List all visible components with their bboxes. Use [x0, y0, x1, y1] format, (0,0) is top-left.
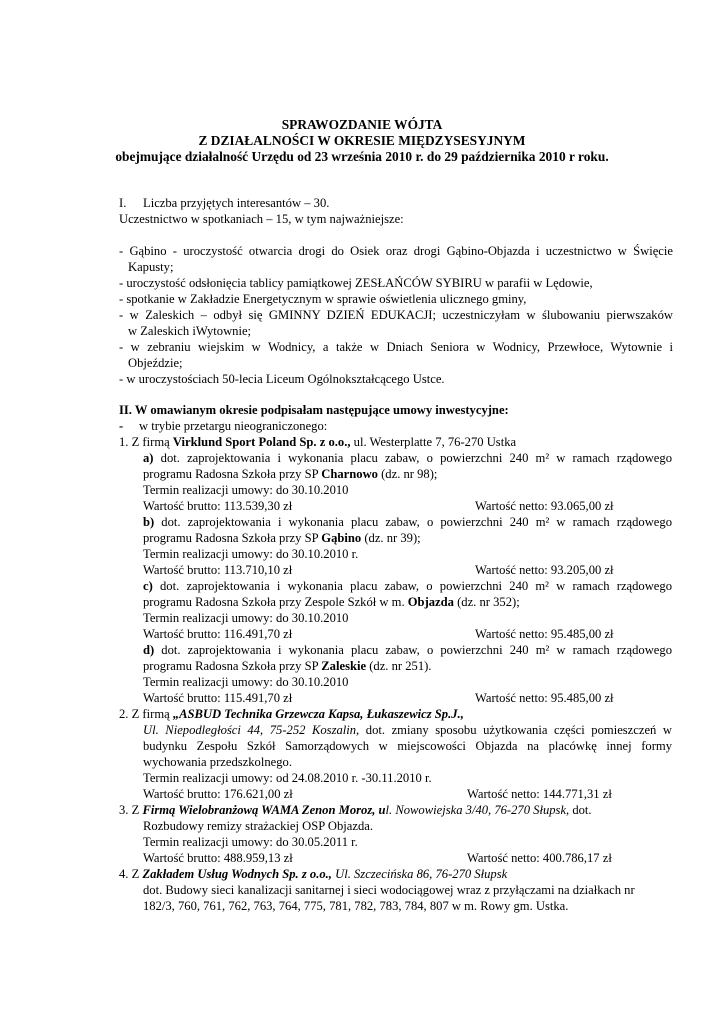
- contract-1-prefix: 1. Z firmą: [119, 435, 173, 449]
- item-d-program: programu Radosna Szkoła przy SP: [143, 659, 322, 673]
- contract-2-line-2: [143, 723, 672, 738]
- item-c-plot: (dz. nr 352);: [453, 595, 520, 609]
- tender-mode: w trybie przetargu nieograniczonego:: [139, 419, 328, 433]
- contract-3-header: [119, 803, 592, 818]
- item-a-term: Termin realizacji umowy: do 30.10.2010: [143, 483, 349, 497]
- item-a-program: programu Radosna Szkoła przy SP: [143, 467, 322, 481]
- list-item: - w uroczystościach 50-lecia Liceum Ogólnokształcącego Ustce.: [119, 372, 445, 386]
- contract-4-prefix: 4. Z: [119, 867, 143, 881]
- item-c-gross: Wartość brutto: 116.491,70 zł: [143, 627, 293, 641]
- item-d-line-2: [143, 659, 431, 674]
- item-c-term: Termin realizacji umowy: do 30.10.2010: [143, 611, 349, 625]
- item-b-desc: dot. zaprojektowania i wykonania placu zabaw, o powierzchni 240 m² w ramach rządowego: [154, 515, 672, 529]
- item-c-program: programu Radosna Szkoła przy Zespole Szkół w m.: [143, 595, 408, 609]
- contract-2-gross: Wartość brutto: 176.621,00 zł: [143, 787, 293, 801]
- contract-2-address: Ul. Niepodległości 44, 75-252 Koszalin,: [143, 723, 360, 737]
- item-b-label: b): [143, 515, 155, 529]
- contract-1-header: [119, 435, 516, 450]
- item-d-term: Termin realizacji umowy: do 30.10.2010: [143, 675, 349, 689]
- list-item: - Gąbino - uroczystość otwarcia drogi do Osiek oraz drogi Gąbino-Objazda i uczestnictwo w Święcie: [119, 244, 673, 258]
- item-a-plot: (dz. nr 98);: [377, 467, 438, 481]
- contract-2-prefix: 2. Z firmą: [119, 707, 173, 721]
- item-b-net: Wartość netto: 93.205,00 zł: [475, 563, 614, 577]
- item-b-program: programu Radosna Szkoła przy SP: [143, 531, 322, 545]
- contract-4-address: Ul. Szczecińska 86, 76-270 Słupsk: [331, 867, 508, 881]
- item-c-location: Objazda: [407, 595, 454, 609]
- contract-1-firm: Virklund Sport Poland Sp. z o.o.,: [172, 435, 351, 449]
- item-b-gross: Wartość brutto: 113.710,10 zł: [143, 563, 293, 577]
- contract-4-header: [119, 867, 507, 882]
- contract-3-line-2: Rozbudowy remizy strażackiej OSP Objazda.: [143, 819, 374, 833]
- item-d-plot: (dz. nr 251).: [366, 659, 432, 673]
- section-1-visitors: Liczba przyjętych interesantów – 30.: [143, 196, 330, 210]
- contract-2-net: Wartość netto: 144.771,31 zł: [467, 787, 612, 801]
- item-b-plot: (dz. nr 39);: [361, 531, 421, 545]
- item-d-net: Wartość netto: 95.485,00 zł: [475, 691, 614, 705]
- contract-2-firm: „ASBUD Technika Grzewcza Kapsa, Łukaszewicz Sp.J.,: [172, 707, 464, 721]
- item-b-line-2: [143, 531, 421, 546]
- item-c-desc: dot. zaprojektowania i wykonania placu zabaw, o powierzchni 240 m² w ramach rządowego: [152, 579, 672, 593]
- item-b-term: Termin realizacji umowy: do 30.10.2010 r.: [143, 547, 359, 561]
- section-1-number: I.: [119, 196, 127, 210]
- list-item-continuation: Kapusty;: [128, 260, 174, 274]
- contract-3-firm: Firmą Wielobranżową WAMA Zenon Moroz, u: [142, 803, 386, 817]
- item-a-desc: dot. zaprojektowania i wykonania placu zabaw, o powierzchni 240 m² w ramach rządowego: [153, 451, 672, 465]
- contract-2-desc: dot. zmiany sposobu użytkowania części pomieszczeń w: [359, 723, 673, 737]
- contract-2-line-4: wychowania przedszkolnego.: [143, 755, 292, 769]
- item-d-label: d): [143, 643, 155, 657]
- item-d-desc: dot. zaprojektowania i wykonania placu zabaw, o powierzchni 240 m² w ramach rządowego: [154, 643, 672, 657]
- contract-4-firm: Zakładem Usług Wodnych Sp. z o.o.,: [142, 867, 332, 881]
- contract-3-net: Wartość netto: 400.786,17 zł: [467, 851, 612, 865]
- list-item-continuation: w Zaleskich iWytownie;: [128, 324, 252, 338]
- item-d-line-1: [143, 643, 672, 658]
- contract-1-address: ul. Westerplatte 7, 76-270 Ustka: [350, 435, 517, 449]
- section-2-heading: II. W omawianym okresie podpisałam następujące umowy inwestycyjne:: [119, 403, 509, 417]
- item-d-gross: Wartość brutto: 115.491,70 zł: [143, 691, 293, 705]
- contract-3-gross: Wartość brutto: 488.959,13 zł: [143, 851, 293, 865]
- contract-4-line-2: dot. Budowy sieci kanalizacji sanitarnej i sieci wodociągowej wraz z przyłączami na działkach nr: [143, 883, 635, 897]
- contract-3-address: l. Nowowiejska 3/40, 76-270 Słupsk,: [385, 803, 570, 817]
- list-item: - w Zaleskich – odbył się GMINNY DZIEŃ EDUKACJI; uczestniczyłam w ślubowaniu pierwszaków: [119, 308, 673, 322]
- item-a-label: a): [143, 451, 154, 465]
- item-a-line-2: [143, 467, 437, 482]
- item-a-net: Wartość netto: 93.065,00 zł: [475, 499, 614, 513]
- contract-4-line-3: 182/3, 760, 761, 762, 763, 764, 775, 781, 782, 783, 784, 807 w m. Rowy gm. Ustka.: [143, 899, 569, 913]
- list-item: - w zebraniu wiejskim w Wodnicy, a także w Dniach Seniora w Wodnicy, Przewłoce, Wytownie i: [119, 340, 673, 354]
- title-line-1: SPRAWOZDANIE WÓJTA: [281, 117, 443, 132]
- item-a-location: Charnowo: [321, 467, 378, 481]
- mode-dash: -: [119, 419, 124, 433]
- item-c-line-2: [143, 595, 520, 610]
- item-c-line-1: [143, 579, 672, 594]
- item-b-location: Gąbino: [321, 531, 362, 545]
- item-a-line-1: [143, 451, 672, 466]
- list-item: - spotkanie w Zakładzie Energetycznym w sprawie oświetlenia ulicznego gminy,: [119, 292, 527, 306]
- section-1-meetings: Uczestnictwo w spotkaniach – 15, w tym najważniejsze:: [119, 212, 404, 226]
- item-b-line-1: [143, 515, 672, 530]
- contract-2-line-3: budynku Zespołu Szkół Samorządowych w miejscowości Objazda na placówkę innej formy: [143, 739, 672, 753]
- contract-2-term: Termin realizacji umowy: od 24.08.2010 r. -30.11.2010 r.: [143, 771, 432, 785]
- list-item-continuation: Objeździe;: [128, 356, 183, 370]
- title-line-2: Z DZIAŁALNOŚCI W OKRESIE MIĘDZYSESYJNYM: [198, 133, 526, 148]
- item-c-net: Wartość netto: 95.485,00 zł: [475, 627, 614, 641]
- item-c-label: c): [143, 579, 153, 593]
- item-d-location: Zaleskie: [321, 659, 367, 673]
- item-a-gross: Wartość brutto: 113.539,30 zł: [143, 499, 293, 513]
- contract-3-prefix: 3. Z: [119, 803, 143, 817]
- contract-3-term: Termin realizacji umowy: do 30.05.2011 r.: [143, 835, 358, 849]
- list-item: - uroczystość odsłonięcia tablicy pamiątkowej ZESŁAŃCÓW SYBIRU w parafii w Lędowie,: [119, 276, 593, 290]
- contract-2-header: [119, 707, 464, 722]
- contract-3-suffix: dot.: [569, 803, 592, 817]
- title-line-3: obejmujące działalność Urzędu od 23 września 2010 r. do 29 października 2010 r roku.: [115, 149, 609, 164]
